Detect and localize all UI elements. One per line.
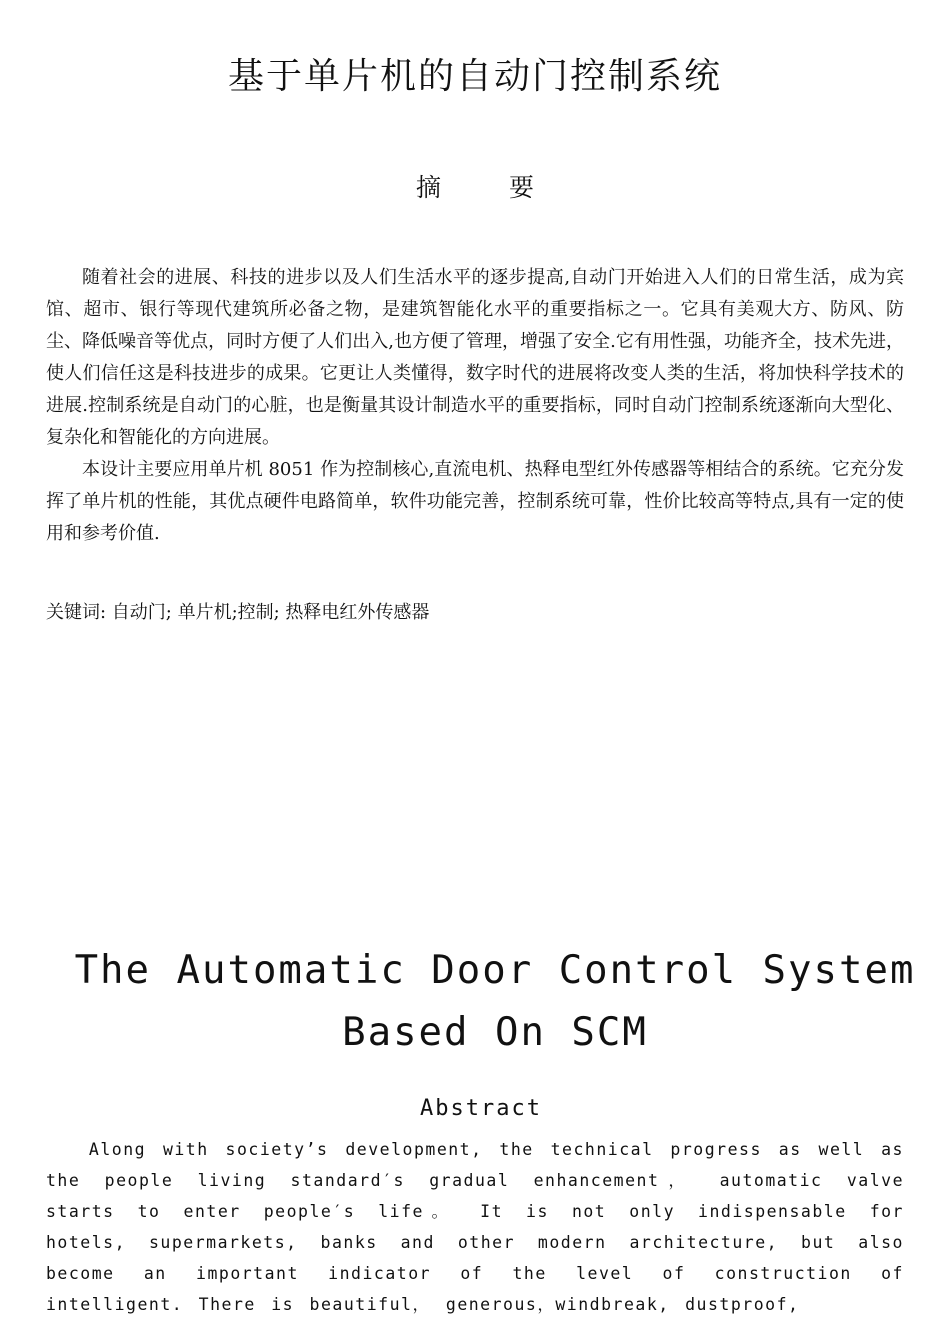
chinese-keywords: 关键词: 自动门; 单片机;控制; 热释电红外传感器 (46, 602, 430, 623)
chinese-abstract-paragraph-1: 随着社会的进展、科技的进步以及人们生活水平的逐步提高,自动门开始进入人们的日常生活，成为宾馆、超市、银行等现代建筑所必备之物，是建筑智能化水平的重要指标之一。它具有美观大方、防风、防尘、降低噪音等优点，同时方便了人们出入,也方便了管理，增强了安全.它有用性强，功能齐全，技术先进，使人们信任这是科技进步的成果。它更让人类懂得，数字时代的进展将改变人类的生活，将加快科学技术的进展.控制系统是自动门的心脏，也是衡量其设计制造水平的重要指标，同时自动门控制系统逐渐向大型化、复杂化和智能化的方向进展。 (46, 267, 904, 448)
english-title (0, 940, 950, 1064)
chinese-abstract-heading: 摘 要 (416, 173, 564, 202)
chinese-title: 基于单片机的自动门控制系统 (227, 56, 722, 97)
chinese-abstract-paragraph-2: 本设计主要应用单片机 8051 作为控制核心,直流电机、热释电型红外传感器等相结合的系统。它充分发挥了单片机的性能，其优点硬件电路简单，软件功能完善，控制系统可靠，性价比较高等特点,具有一定的使用和参考价值. (46, 459, 904, 544)
chinese-abstract-body (46, 262, 904, 550)
english-title-line-1: The Automatic Door Control System (74, 948, 916, 993)
english-abstract-heading: Abstract (420, 1096, 542, 1121)
english-title-line-2: Based On SCM (342, 1010, 648, 1055)
english-abstract-paragraph: Along with society’s development, the technical progress as well as the people living standard′s gradual enhancement， automatic valve starts to enter people′s life。 It is not only indispensable for hotels, supermarkets, banks and other modern architecture, but also become an important indicator of the level of construction of intelligent. There is beautiful， generous，windbreak, dustproof, (46, 1140, 904, 1314)
